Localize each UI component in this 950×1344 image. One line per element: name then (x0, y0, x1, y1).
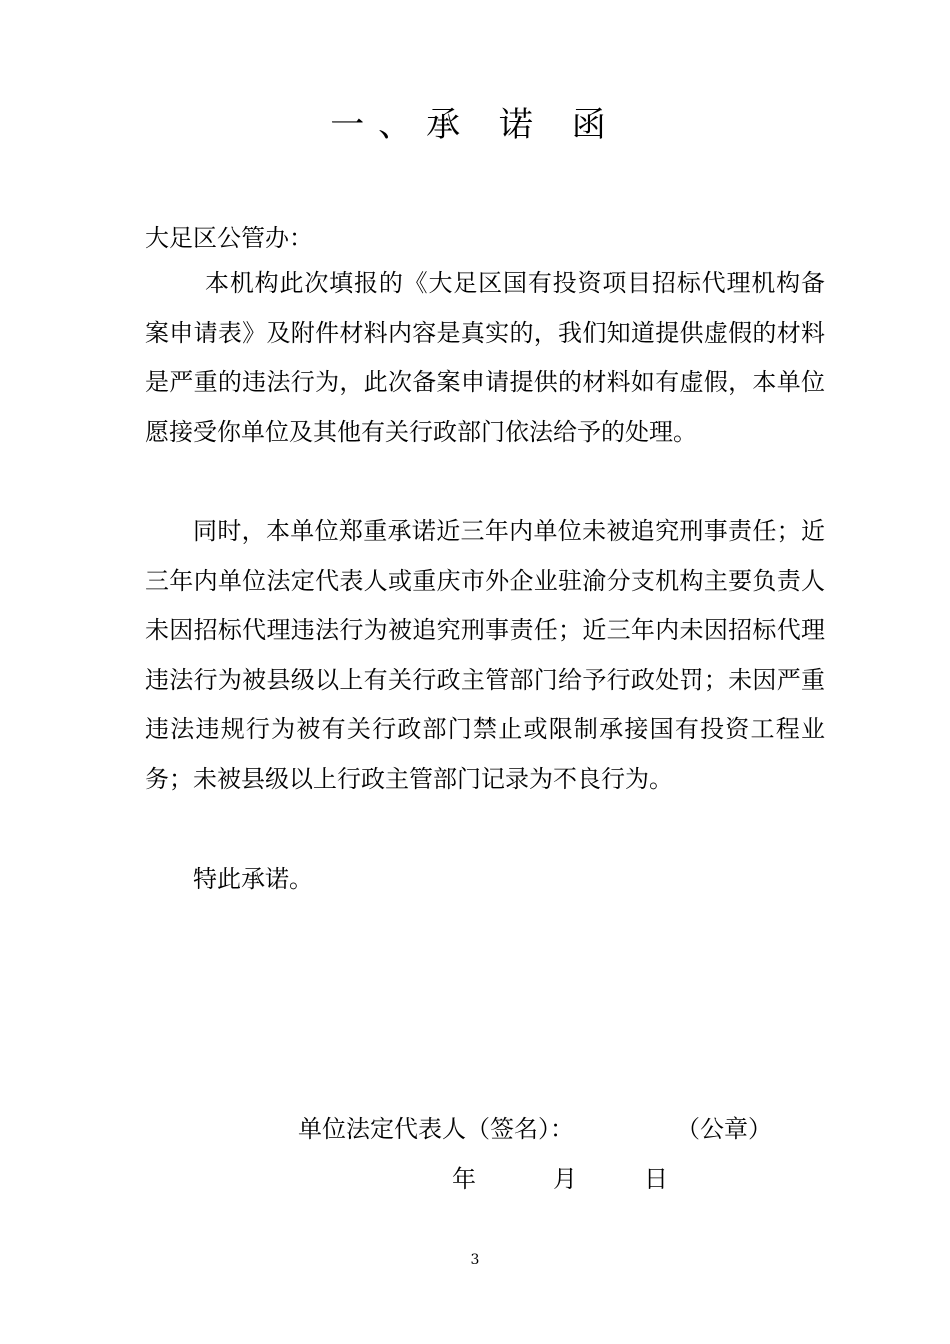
seal-label: （公章） (676, 1115, 772, 1143)
signature-label: 单位法定代表人（签名）： (298, 1115, 574, 1143)
signature-line (298, 1105, 772, 1154)
paragraph-closing: 特此承诺。 (193, 865, 313, 893)
paragraph-commitment: 同时，本单位郑重承诺近三年内单位未被追究刑事责任；近三年内单位法定代表人或重庆市外企业驻渝分支机构主要负责人未因招标代理违法行为被追究刑事责任；近三年内未因招标代理违法行为被县级以上有关行政主管部门给予行政处罚；未因严重违法违规行为被有关行政部门禁止或限制承接国有投资工程业务；未被县级以上行政主管部门记录为不良行为。 (145, 517, 825, 793)
salutation: 大足区公管办： (145, 224, 313, 252)
document-title: 一、承 诺 函 (330, 105, 620, 145)
paragraph-declaration: 本机构此次填报的《大足区国有投资项目招标代理机构备案申请表》及附件材料内容是真实的，我们知道提供虚假的材料是严重的违法行为，此次备案申请提供的材料如有虚假，本单位愿接受你单位及其他有关行政部门依法给予的处理。 (145, 269, 825, 446)
date-day-label: 日 (644, 1165, 668, 1193)
date-year-label: 年 (452, 1165, 476, 1193)
date-month-label: 月 (553, 1165, 577, 1193)
page-number: 3 (470, 1252, 480, 1268)
